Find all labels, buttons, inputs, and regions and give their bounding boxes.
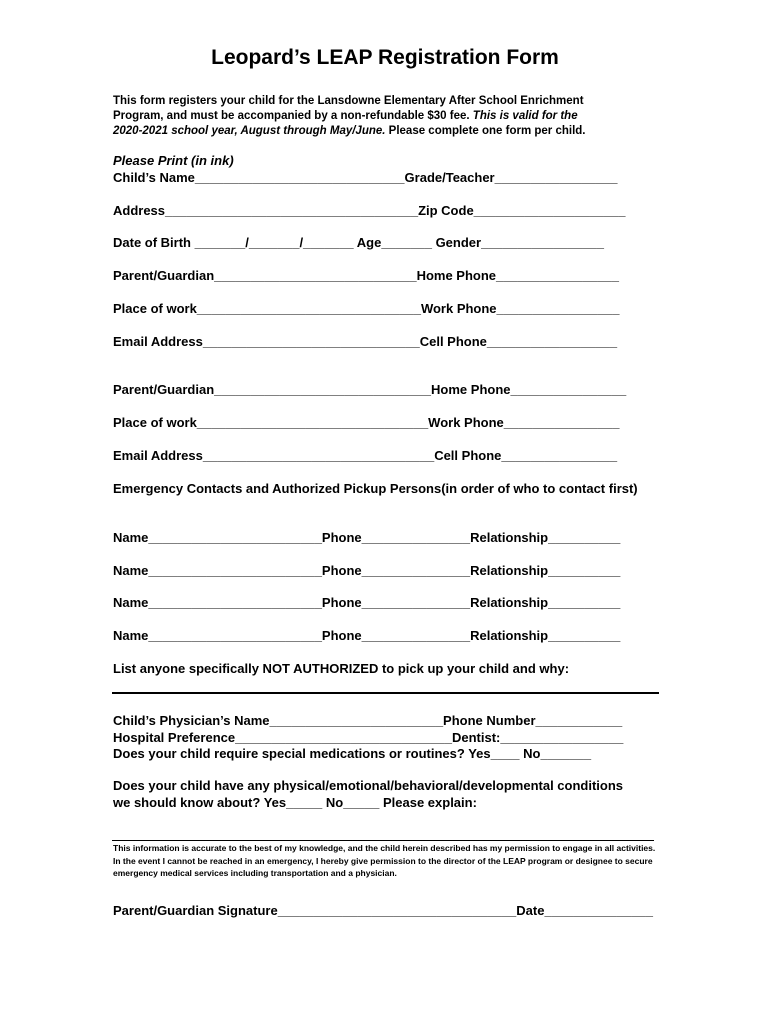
place-of-work-1-field[interactable]: Place of work_______________________________Work Phone_________________	[113, 301, 620, 316]
consent-statement: This information is accurate to the best of my knowledge, and the child herein described has my permission to engage in all activities. In the event I cannot be reached in an emergency, I hereby give permission to the director of the LEAP program or designee to secure emergency medical services including transportation and a physician.	[113, 843, 656, 878]
intro-line-3	[113, 124, 673, 139]
medications-field[interactable]: Does your child require special medications or routines? Yes____ No_______	[113, 746, 592, 761]
form-title: Leopard’s LEAP Registration Form	[211, 46, 559, 69]
email-address-2-field[interactable]: Email Address________________________________Cell Phone________________	[113, 448, 618, 463]
emergency-contacts-heading: Emergency Contacts and Authorized Pickup Persons(in order of who to contact first)	[113, 481, 638, 496]
emergency-contact-2-field[interactable]: Name________________________Phone_______________Relationship__________	[113, 563, 621, 578]
parent-guardian-1-field[interactable]: Parent/Guardian____________________________Home Phone_________________	[113, 268, 619, 283]
parent-guardian-2-field[interactable]: Parent/Guardian______________________________Home Phone________________	[113, 382, 627, 397]
email-address-1-field[interactable]: Email Address______________________________Cell Phone__________________	[113, 334, 618, 349]
not-authorized-label: List anyone specifically NOT AUTHORIZED to pick up your child and why:	[113, 661, 570, 676]
intro-line-2-plain: Program, and must be accompanied by a non-refundable $30 fee.	[113, 110, 473, 122]
signature-field[interactable]: Parent/Guardian Signature_________________________________Date_______________	[113, 903, 653, 918]
physician-field[interactable]: Child’s Physician’s Name________________________Phone Number____________	[113, 713, 623, 728]
emergency-contact-3-field[interactable]: Name________________________Phone_______________Relationship__________	[113, 595, 621, 610]
intro-line-2	[113, 109, 673, 124]
hospital-dentist-field[interactable]: Hospital Preference______________________________Dentist:_________________	[113, 730, 624, 745]
conditions-question-line-1: Does your child have any physical/emotional/behavioral/developmental conditions	[113, 778, 624, 793]
intro-line-1: This form registers your child for the Lansdowne Elementary After School Enrichment	[113, 95, 584, 107]
emergency-contact-1-field[interactable]: Name________________________Phone_______________Relationship__________	[113, 530, 621, 545]
conditions-question-line-2[interactable]: we should know about? Yes_____ No_____ Please explain:	[113, 795, 477, 810]
intro-line-3-italic: 2020-2021 school year, August through May/June.	[113, 125, 386, 137]
intro-line-3-plain: Please complete one form per child.	[385, 125, 586, 137]
print-note: Please Print (in ink)	[113, 153, 234, 168]
date-of-birth-field[interactable]: Date of Birth _______/_______/_______ Age_______ Gender_________________	[113, 235, 604, 250]
address-field[interactable]: Address___________________________________Zip Code_____________________	[113, 203, 626, 218]
intro-line-2-italic: This is valid for the	[472, 110, 578, 122]
not-authorized-writing-line[interactable]	[112, 692, 659, 694]
explain-writing-line[interactable]	[112, 840, 654, 841]
childs-name-field[interactable]: Child’s Name_____________________________Grade/Teacher_________________	[113, 170, 618, 185]
emergency-contact-4-field[interactable]: Name________________________Phone_______________Relationship__________	[113, 628, 621, 643]
place-of-work-2-field[interactable]: Place of work________________________________Work Phone________________	[113, 415, 620, 430]
